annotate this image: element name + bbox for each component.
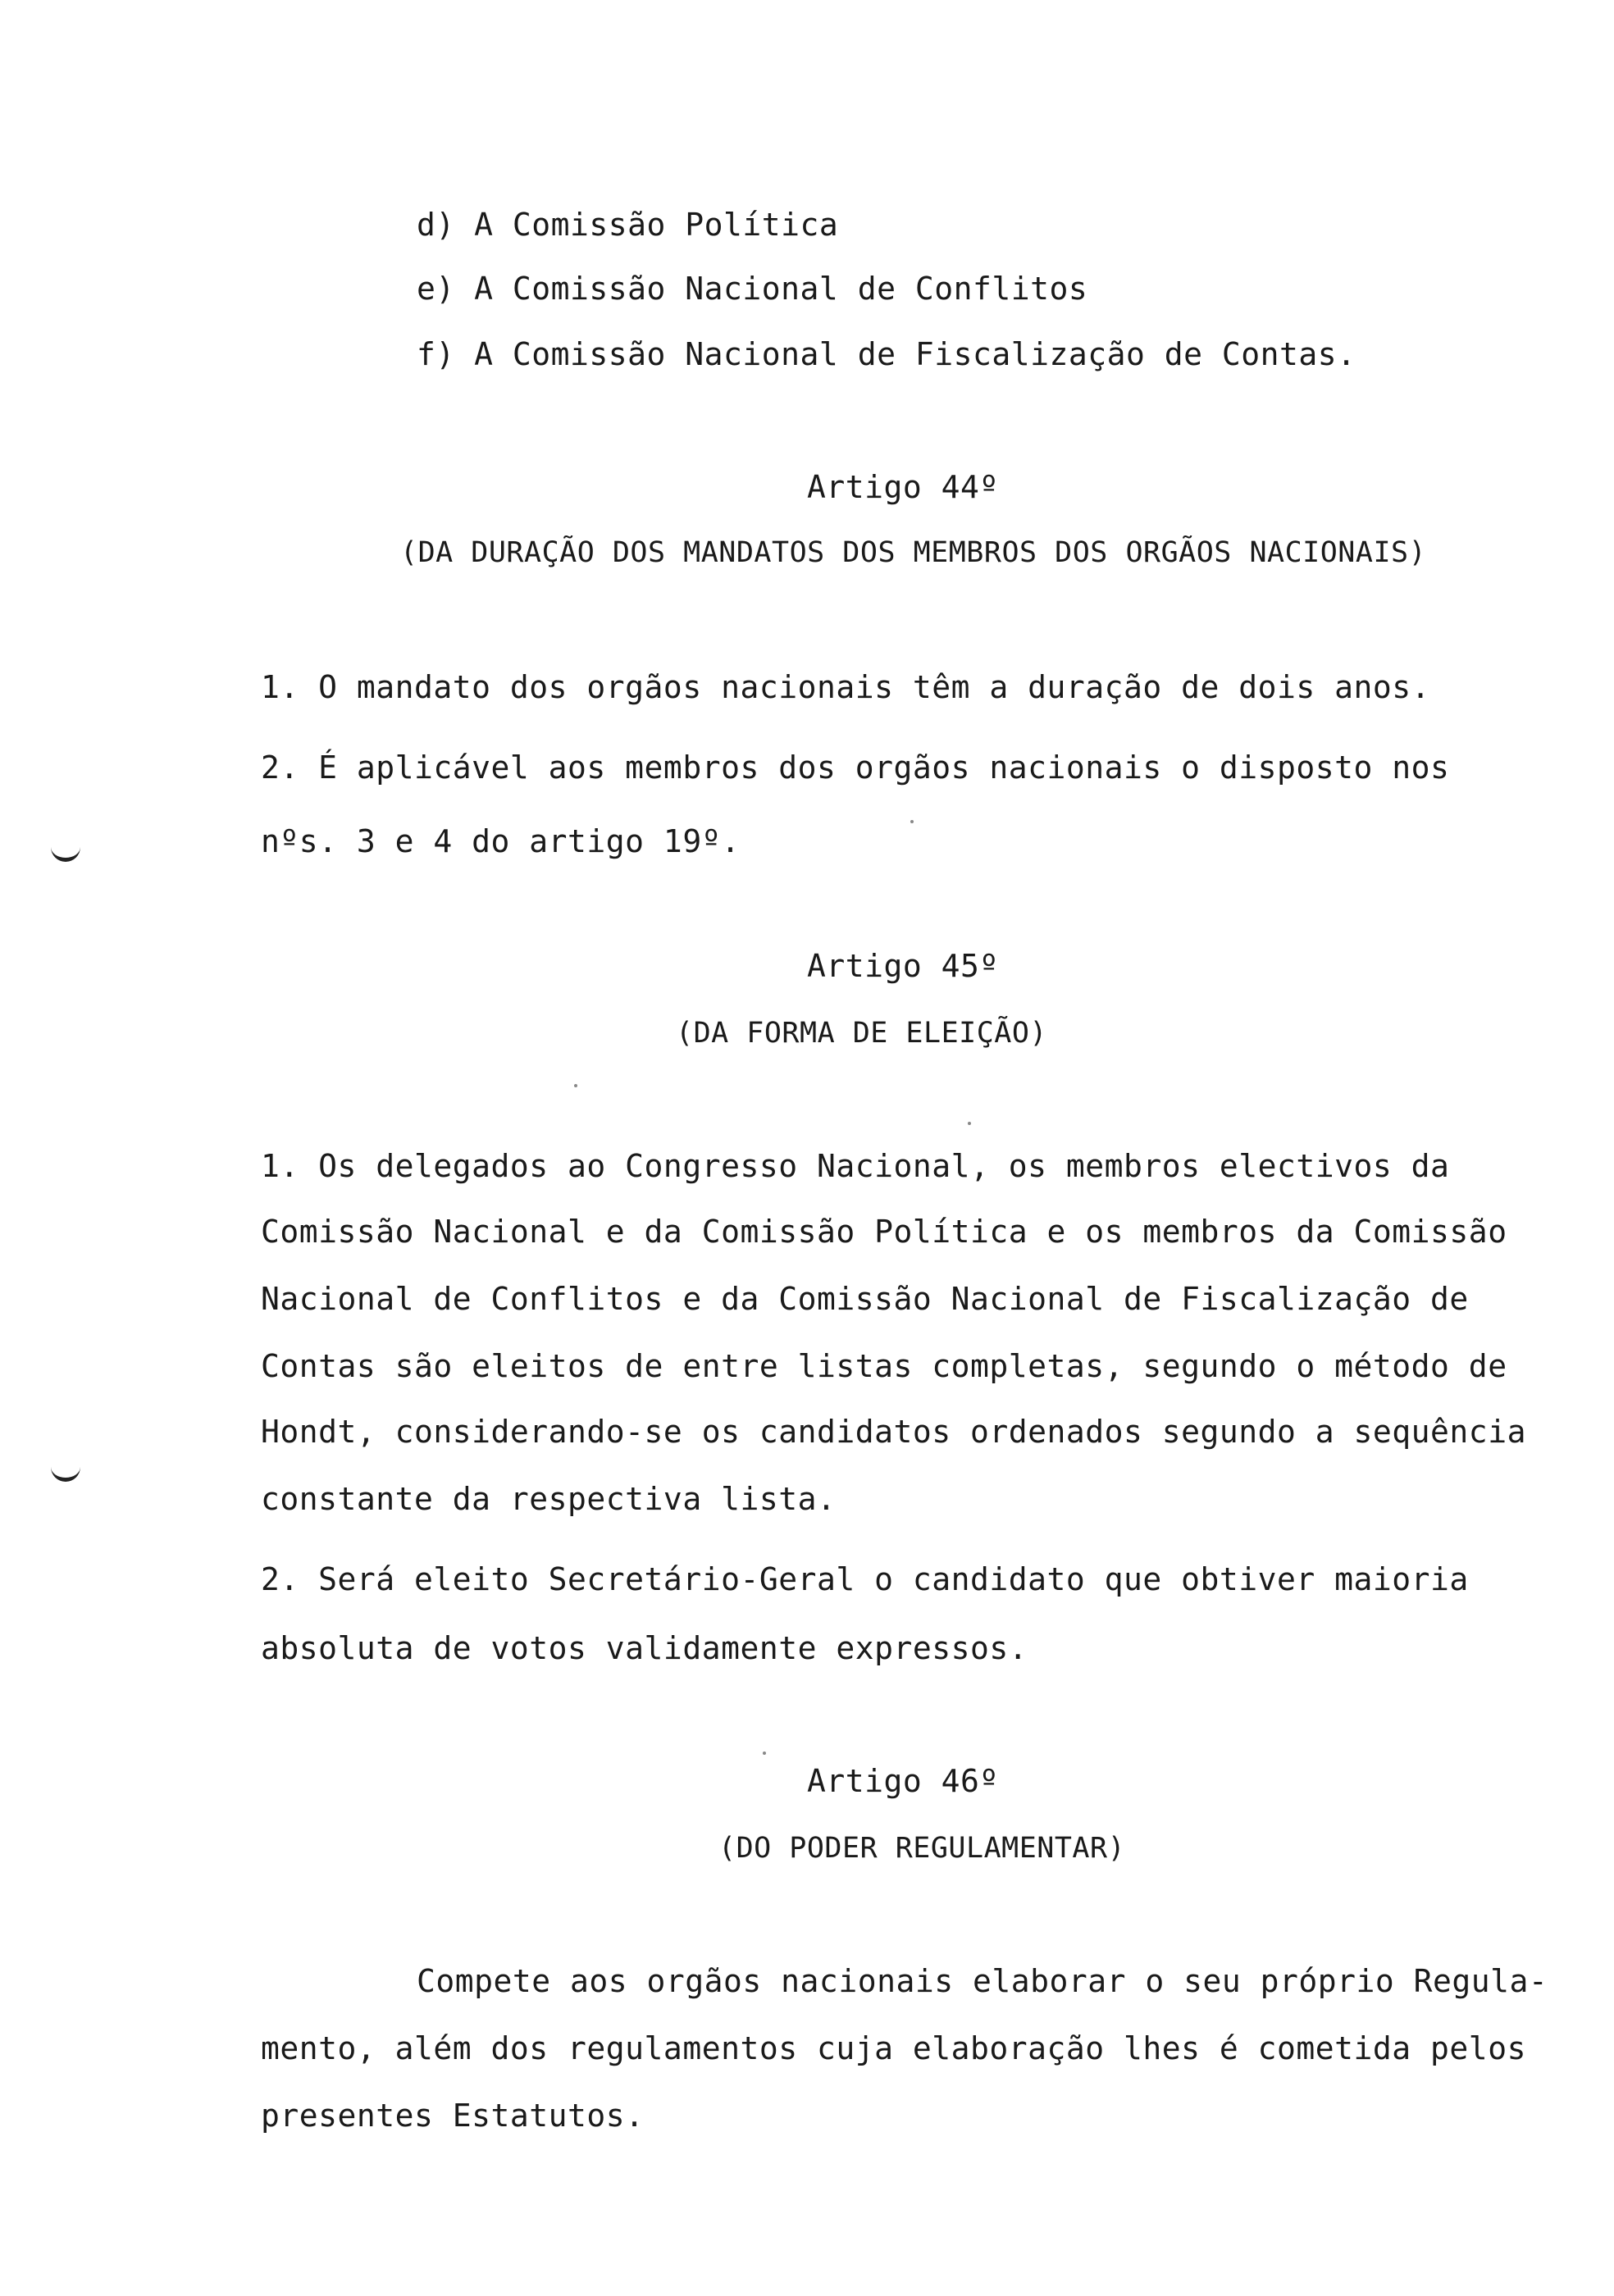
artigo-44-paragraph-2-line-2: nºs. 3 e 4 do artigo 19º.	[261, 823, 741, 859]
artigo-44-subtitle: (DA DURAÇÃO DOS MANDATOS DOS MEMBROS DOS ORGÃOS NACIONAIS)	[400, 536, 1427, 569]
artigo-46-heading: Artigo 46º	[807, 1763, 999, 1799]
artigo-45-paragraph-1-line: constante da respectiva lista.	[261, 1481, 837, 1517]
artigo-45-paragraph-1-line: Contas são eleitos de entre listas completas, segundo o método de	[261, 1348, 1507, 1384]
scan-speck	[574, 1084, 577, 1087]
artigo-45-heading: Artigo 45º	[807, 948, 999, 984]
list-item-d: d) A Comissão Política	[417, 207, 839, 243]
artigo-46-paragraph-line: presentes Estatutos.	[261, 2098, 645, 2134]
scan-speck	[910, 820, 914, 823]
artigo-45-paragraph-1-line: Nacional de Conflitos e da Comissão Nacional de Fiscalização de	[261, 1281, 1469, 1317]
binder-hole-mark	[51, 845, 80, 862]
artigo-45-paragraph-2-line: 2. Será eleito Secretário-Geral o candidato que obtiver maioria	[261, 1561, 1469, 1597]
artigo-45-paragraph-1-line: 1. Os delegados ao Congresso Nacional, os membros electivos da	[261, 1148, 1450, 1184]
artigo-45-subtitle: (DA FORMA DE ELEIÇÃO)	[676, 1017, 1048, 1050]
artigo-46-subtitle: (DO PODER REGULAMENTAR)	[718, 1832, 1126, 1865]
list-item-e: e) A Comissão Nacional de Conflitos	[417, 271, 1088, 307]
artigo-46-paragraph-line: mento, além dos regulamentos cuja elaboração lhes é cometida pelos	[261, 2030, 1526, 2066]
scan-speck	[968, 1122, 971, 1125]
artigo-44-paragraph-2-line-1: 2. É aplicável aos membros dos orgãos nacionais o disposto nos	[261, 749, 1450, 786]
artigo-45-paragraph-2-line: absoluta de votos validamente expressos.	[261, 1630, 1028, 1666]
scan-speck	[763, 1752, 766, 1755]
artigo-46-paragraph-line: Compete aos orgãos nacionais elaborar o seu próprio Regula-	[417, 1963, 1548, 1999]
binder-hole-mark	[51, 1465, 80, 1482]
artigo-44-heading: Artigo 44º	[807, 469, 999, 505]
artigo-44-paragraph-1: 1. O mandato dos orgãos nacionais têm a duração de dois anos.	[261, 669, 1431, 705]
artigo-45-paragraph-1-line: Comissão Nacional e da Comissão Política e os membros da Comissão	[261, 1214, 1507, 1250]
list-item-f: f) A Comissão Nacional de Fiscalização de Contas.	[417, 336, 1356, 372]
artigo-45-paragraph-1-line: Hondt, considerando-se os candidatos ordenados segundo a sequência	[261, 1414, 1526, 1450]
